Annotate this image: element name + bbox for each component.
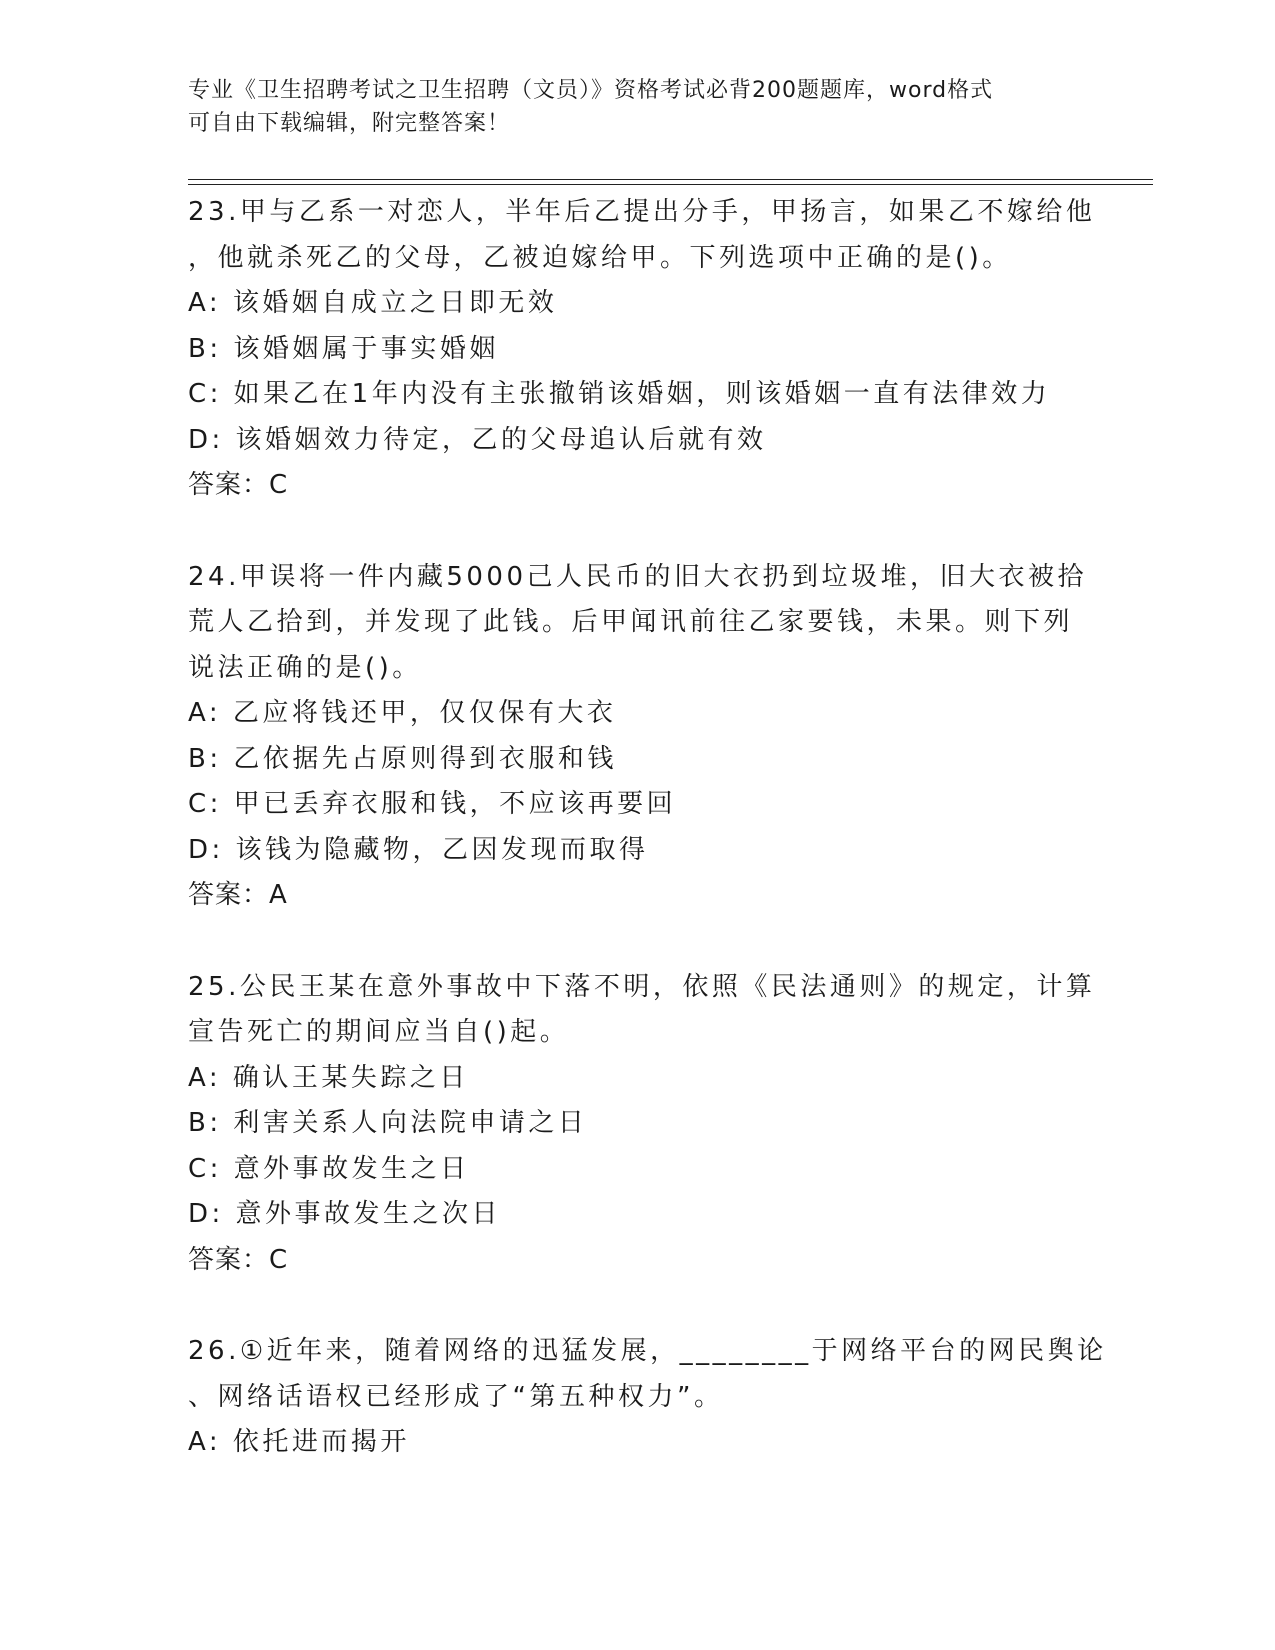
document-header (188, 74, 1088, 140)
answer-line: 答案：A (188, 880, 288, 910)
header-line-2: 可自由下载编辑，附完整答案！ (188, 111, 511, 136)
header-divider-bottom (188, 184, 1153, 185)
question-stem-line: 23.甲与乙系一对恋人，半年后乙提出分手，甲扬言，如果乙不嫁给他 (188, 197, 1096, 227)
option-a: A: 依托进而揭开 (188, 1427, 410, 1457)
option-b: B: 乙依据先占原则得到衣服和钱 (188, 743, 617, 774)
option-d: D: 该钱为隐藏物，乙因发现而取得 (188, 834, 649, 865)
question-stem-line: 荒人乙拾到，并发现了此钱。后甲闻讯前往乙家要钱，未果。则下列 (188, 607, 1074, 637)
header-line-1: 专业《卫生招聘考试之卫生招聘（文员）》资格考试必背200题题库，word格式 (188, 78, 994, 103)
option-c: C: 如果乙在1年内没有主张撤销该婚姻，则该婚姻一直有法律效力 (188, 379, 1051, 409)
option-a: A: 该婚姻自成立之日即无效 (188, 288, 558, 318)
question-stem-line: 宣告死亡的期间应当自()起。 (188, 1017, 570, 1047)
option-a: A: 乙应将钱还甲，仅仅保有大衣 (188, 698, 617, 728)
question-stem-line: 26.①近年来，随着网络的迅猛发展，________于网络平台的网民舆论 (188, 1336, 1107, 1366)
option-d: D: 该婚姻效力待定，乙的父母追认后就有效 (188, 424, 767, 455)
question-25 (188, 965, 1096, 1284)
question-23 (188, 190, 1096, 509)
header-divider-top (188, 179, 1153, 180)
question-stem-line: 说法正确的是()。 (188, 652, 422, 683)
answer-line: 答案：C (188, 470, 289, 500)
question-stem-line: 、网络话语权已经形成了“第五种权力”。 (188, 1381, 724, 1412)
option-c: C: 甲已丢弃衣服和钱，不应该再要回 (188, 789, 677, 819)
option-d: D: 意外事故发生之次日 (188, 1199, 502, 1229)
option-a: A: 确认王某失踪之日 (188, 1062, 469, 1093)
question-26 (188, 1329, 1107, 1466)
option-b: B: 利害关系人向法院申请之日 (188, 1108, 588, 1138)
option-c: C: 意外事故发生之日 (188, 1153, 470, 1184)
question-list (188, 190, 1107, 1512)
question-stem-line: 24.甲误将一件内藏5000己人民币的旧大衣扔到垃圾堆，旧大衣被拾 (188, 561, 1088, 592)
option-b: B: 该婚姻属于事实婚姻 (188, 333, 499, 364)
question-stem-line: 25.公民王某在意外事故中下落不明，依照《民法通则》的规定，计算 (188, 971, 1096, 1002)
question-24 (188, 555, 1088, 919)
answer-line: 答案：C (188, 1244, 289, 1275)
question-stem-line: ，他就杀死乙的父母，乙被迫嫁给甲。下列选项中正确的是()。 (188, 242, 1012, 273)
